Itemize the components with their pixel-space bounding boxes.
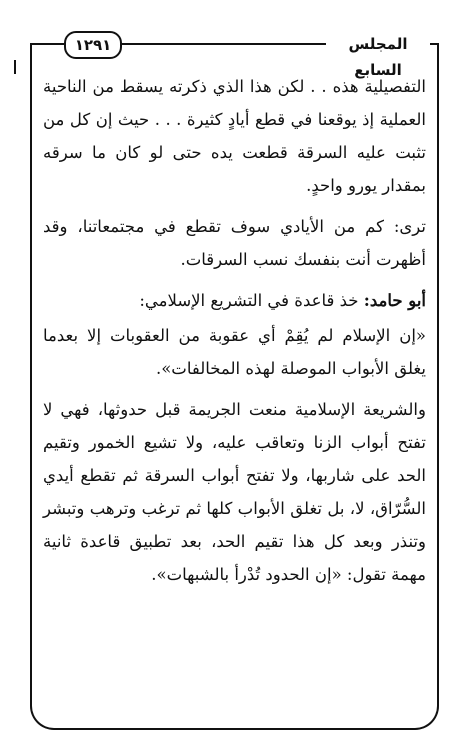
- chapter-title: المجلس السابع: [326, 31, 430, 57]
- frame-top-rule-left: [30, 43, 66, 45]
- paragraph-2: ترى: كم من الأيادي سوف تقطع في مجتمعاتنا، وقد أظهرت أنت بنفسك نسب السرقات.: [43, 217, 426, 269]
- page-body: [43, 70, 426, 599]
- frame-top-rule-middle: [118, 43, 328, 45]
- speaker-paragraph: [43, 284, 426, 317]
- closing-paragraph: والشريعة الإسلامية منعت الجريمة قبل حدوثها، فهي لا تفتح أبواب الزنا وتعاقب عليه، ولا تشيع الخمور وتقيم الحد على شاربها، ولا تفتح أبواب السرقة ثم تقطع أيدي السُّرّاق، لا، بل تغلق الأبواب كلها ثم ترغب وترهب وتبشر وتنذر وبعد كل هذا تقيم الحد، بعد تطبيق قاعدة ثانية مهمة تقول: «إن الحدود تُدْرأ بالشبهات».: [43, 400, 426, 584]
- speaker-line: خذ قاعدة في التشريع الإسلامي:: [139, 291, 359, 310]
- speaker-name: أبو حامد:: [363, 291, 426, 310]
- margin-mark: [14, 60, 16, 74]
- paragraph-1: التفصيلية هذه . . لكن هذا الذي ذكرته يسقط من الناحية العملية إذ يوقعنا في قطع أيادٍ كثيرة . . . حيث إن كل من تثبت عليه السرقة قطعت يده حتى لو كان ما سرقه بمقدار يورو واحدٍ.: [43, 77, 426, 195]
- page-number: ١٢٩١: [64, 31, 122, 59]
- quote-paragraph: «إن الإسلام لم يُقِمْ أي عقوبة من العقوبات إلا بعدما يغلق الأبواب الموصلة لهذه المخالفات».: [43, 326, 426, 378]
